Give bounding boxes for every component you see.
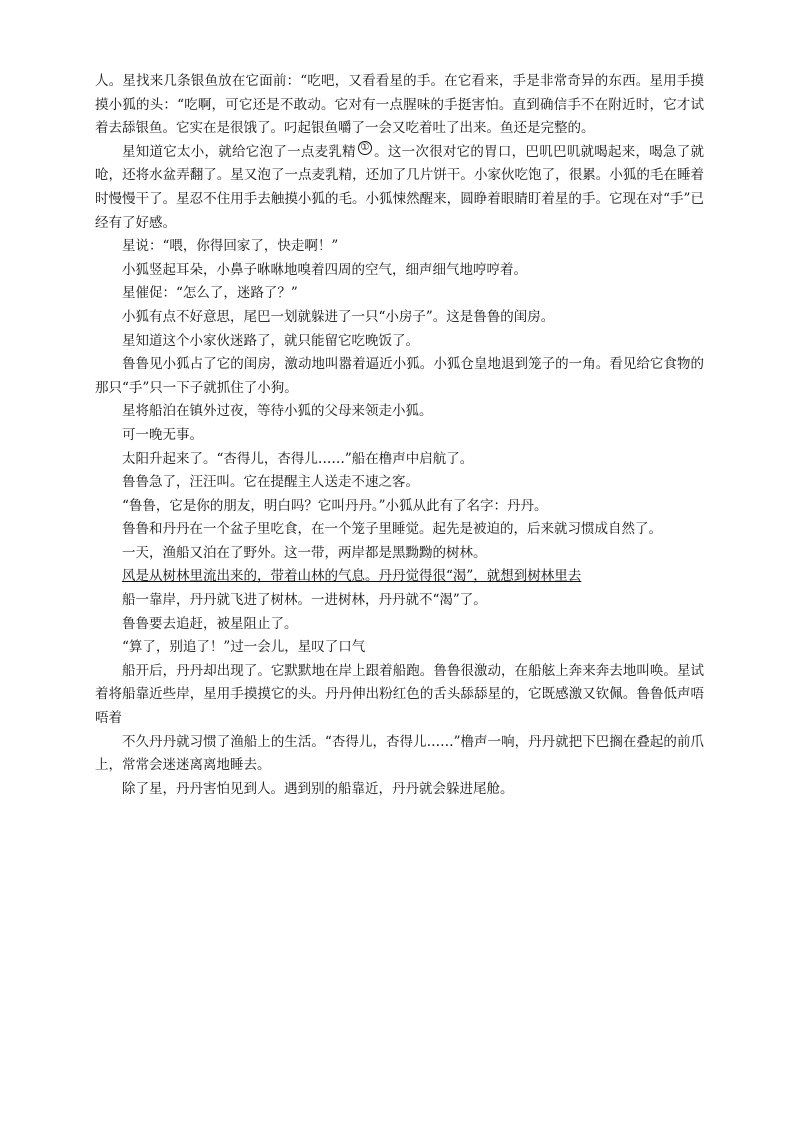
paragraph-22: 除了星，丹丹害怕见到人。遇到别的船靠近，丹丹就会躲进尾舱。 [122,780,514,797]
paragraph-2 [95,141,704,235]
paragraph-14: 鲁鲁和丹丹在一个盆子里吃食，在一个笼子里睡觉。起先是被迫的，后来就习惯成自然了。 [122,521,662,538]
paragraph-21: 不久丹丹就习惯了渔船上的生活。“杏得儿，杏得儿……”橹声一响，丹丹就把下巴搁在叠起的前爪上，常常会迷迷离离地睡去。 [95,733,704,774]
paragraph-12: 鲁鲁急了，汪汪叫。它在提醒主人送走不速之客。 [122,474,419,491]
paragraph-18: 鲁鲁要去追赶，被星阻止了。 [122,615,298,632]
paragraph-13: “鲁鲁，它是你的朋友，明白吗？它叫丹丹。”小狐从此有了名字：丹丹。 [122,497,548,514]
paragraph-7: 星知道这个小家伙迷路了，就只能留它吃晚饭了。 [122,332,419,349]
paragraph-16-underlined: 风是从树林里流出来的，带着山林的气息。丹丹觉得很“渴”，就想到树林里去 [122,568,582,585]
paragraph-11: 太阳升起来了。“杏得儿，杏得儿……”船在橹声中启航了。 [122,450,474,467]
paragraph-5: 星催促：“怎么了，迷路了？” [122,285,298,302]
paragraph-2-after: 。这一次很对它的胃口，巴叽巴叽就喝起来，喝急了就呛，还将水盆弄翻了。星又泡了一点麦乳精，还加了几片饼干。小家伙吃饱了，很累。小狐的毛在睡着时慢慢干了。星忍不住用手去触摸小狐的毛。小狐悚然醒来，圆睁着眼睛盯着星的手。它现在对“手”已经有了好感。 [95,143,705,231]
paragraph-15: 一天，渔船又泊在了野外。这一带，两岸都是黑黝黝的树林。 [122,544,487,561]
paragraph-10: 可一晚无事。 [122,426,203,443]
paragraph-20: 船开后，丹丹却出现了。它默默地在岸上跟着船跑。鲁鲁很激动，在船舷上奔来奔去地叫唤。星试着将船靠近些岸，星用手摸摸它的头。丹丹伸出粉红色的舌头舔舔星的，它既感激又钦佩。鲁鲁低声唔唔着 [95,662,704,727]
paragraph-1: 人。星找来几条银鱼放在它面前：“吃吧，又看看星的手。在它看来，手是非常奇异的东西。星用手摸摸小狐的头：“吃啊，可它还是不敢动。它对有一点腥味的手挺害怕。直到确信手不在附近时，它才试着去舔银鱼。它实在是很饿了。叼起银鱼嚼了一会又吃着吐了出来。鱼还是完整的。 [95,73,704,137]
paragraph-19: “算了，别追了！”过一会儿，星叹了口气 [122,639,366,656]
paragraph-9: 星将船泊在镇外过夜，等待小狐的父母来领走小狐。 [122,403,433,420]
footnote-marker: ① [358,141,372,155]
paragraph-4: 小狐竖起耳朵，小鼻子咻咻地嗅着四周的空气，细声细气地哼哼着。 [122,261,527,278]
paragraph-8: 鲁鲁见小狐占了它的闺房，激动地叫嚣着逼近小狐。小狐仓皇地退到笼子的一角。看见给它食物的那只“手”只一下子就抓住了小狗。 [95,356,704,396]
paragraph-3: 星说：“喂，你得回家了，快走啊！” [122,238,339,255]
paragraph-6: 小狐有点不好意思，尾巴一划就躲进了一只“小房子”。这是鲁鲁的闺房。 [122,308,555,325]
paragraph-2-before: 星知道它太小，就给它泡了一点麦乳精 [122,143,356,160]
paragraph-17: 船一靠岸，丹丹就飞进了树林。一进树林，丹丹就不“渴”了。 [122,592,487,609]
